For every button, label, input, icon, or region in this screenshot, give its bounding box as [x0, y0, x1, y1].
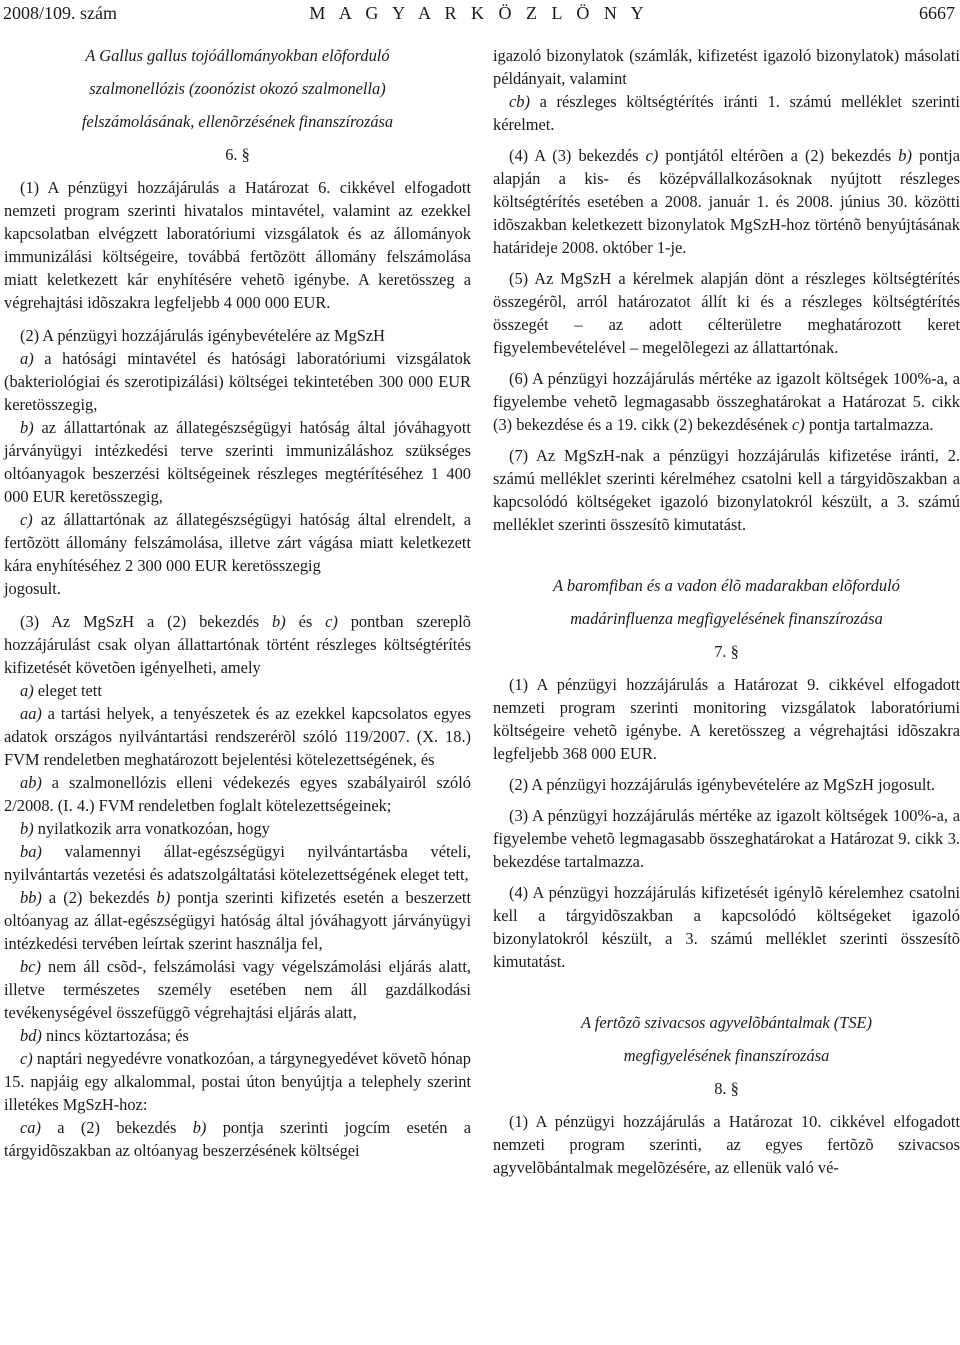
- title-line: madárinfluenza megfigyelésének finanszírozása: [570, 609, 883, 628]
- point-bb: bb) a (2) bekezdés b) pontja szerinti kifizetés esetén a beszerzett oltóanyag az állat-egészségügyi hatóság által jóváhagyott járványügyi intézkedési tervében leírtak szerint használja fel,: [4, 888, 472, 953]
- point-bd: bd) nincs köztartozása; és: [20, 1026, 189, 1045]
- paragraph-4: (4) A (3) bekezdés c) pontjától eltérõen a (2) bekezdés b) pontja alapján a kis- és középvállalkozásoknak nyújtott részleges költségtérítés esetében a 2008. január 1. és 2008. június 30. közötti idõszakban keletkezett bizonylatok MgSzH-hoz történõ benyújtásának határideje 2008. október 1-je.: [493, 146, 960, 257]
- paragraph-5: (5) Az MgSzH a kérelmek alapján dönt a részleges költségtérítés összegérõl, arról határozatot állít ki és a részleges költségtérítés összegét – az adott célterületre meghatározott keret figyelembevételével – megelõlegezi az állattartónak.: [493, 269, 960, 357]
- title-line: A fertõzõ szivacsos agyvelõbántalmak (TSE): [580, 1013, 873, 1032]
- paragraph-6: (6) A pénzügyi hozzájárulás mértéke az igazolt költségek 100%-a, a figyelembe vehetõ legmagasabb összeghatárokat a Határozat 5. cikk (3) bekezdése és a 19. cikk (2) bekezdésének c) pontja tartalmazza.: [493, 369, 960, 434]
- point-ab: ab) a szalmonellózis elleni védekezés egyes szabályairól szóló 2/2008. (I. 4.) FVM rendeletben foglalt kötelezettségeinek;: [4, 773, 471, 815]
- point-bc: bc) nem áll csõd-, felszámolási vagy végelszámolási eljárás alatt, illetve természetes személy esetében nem áll gazdálkodási tevékenységével összefüggõ végrehajtási eljárás alatt,: [4, 957, 471, 1022]
- section-title-tse: [493, 1011, 960, 1067]
- s8-paragraph-1: (1) A pénzügyi hozzájárulás a Határozat 10. cikkével elfogadott nemzeti program szerinti, az egyes fertõzõ szivacsos agyvelõbántalmak megelõzésére, az ellenük való vé-: [493, 1112, 960, 1177]
- page-header: [3, 0, 955, 26]
- section-title-salmonella: [4, 44, 471, 133]
- point-a: [4, 347, 471, 416]
- point-label: c): [20, 510, 33, 529]
- point-b: b) nyilatkozik arra vonatkozóan, hogy: [20, 819, 270, 838]
- s7-paragraph-3: (3) A pénzügyi hozzájárulás mértéke az igazolt költségek 100%-a, a figyelembe vehetõ legmagasabb összeghatárokat a Határozat 9. cikk 3. bekezdése tartalmazza.: [493, 806, 960, 871]
- paragraph-3: (3) Az MgSzH a (2) bekezdés b) és c) pontban szereplõ hozzájárulást csak olyan állattartónak történt részleges költségtérítés kifizetését követõen igényelheti, amely: [4, 612, 471, 677]
- point-ba: ba) valamennyi állat-egészségügyi nyilvántartásba vételi, nyilvántartás vezetési és adatszolgáltatási kötelezettségének eleget tett,: [4, 842, 471, 884]
- paragraph-2-end: jogosult.: [4, 579, 61, 598]
- section-title-avian-influenza: [493, 574, 960, 630]
- section-number: 7. §: [714, 642, 739, 661]
- point-c: [4, 508, 471, 577]
- point-a: a) eleget tett: [20, 681, 102, 700]
- point-label: b): [20, 418, 34, 437]
- title-line: megfigyelésének finanszírozása: [623, 1046, 830, 1065]
- page-number: 6667: [919, 3, 955, 23]
- title-line: szalmonellózis (zoonózist okozó szalmonella): [89, 79, 386, 98]
- point-b: [4, 416, 471, 508]
- s7-paragraph-1: (1) A pénzügyi hozzájárulás a Határozat 9. cikkével elfogadott nemzeti program szerinti monitoring vizsgálatok laboratóriumi költségeire vehetõ igénybe. A keretösszeg a végrehajtási idõszakra legfeljebb 368 000 EUR.: [493, 675, 960, 763]
- point-c: c) naptári negyedévre vonatkozóan, a tárgynegyedévet követõ hónap 15. napjáig egy alkalommal, postai úton benyújtja a telephely szerint illetékes MgSzH-hoz:: [4, 1049, 471, 1114]
- issue-number: 2008/109. szám: [3, 3, 117, 23]
- title-line: A baromfiban és a vadon élõ madarakban elõforduló: [553, 576, 900, 595]
- s7-paragraph-4: (4) A pénzügyi hozzájárulás kifizetését igénylõ kérelemhez csatolni kell a tárgyidõszakban a kapcsolódó költségeket igazoló bizonylatokról készült, a 3. számú melléklet szerinti összesítõ kimutatást.: [493, 883, 960, 971]
- point-text: a hatósági mintavétel és hatósági laboratóriumi vizsgálatok (bakteriológiai és szerotipizálási) költségei tekintetében 300 000 EUR keretösszegig,: [4, 349, 471, 414]
- continued-text: igazoló bizonylatok (számlák, kifizetést igazoló bizonylatok) másolati példányait, valamint: [493, 46, 960, 88]
- journal-title: M A G Y A R K Ö Z L Ö N Y: [309, 3, 649, 23]
- point-label: a): [20, 349, 34, 368]
- title-line: A Gallus gallus tojóállományokban elõforduló: [85, 46, 390, 65]
- point-text: az állattartónak az állategészségügyi hatóság által jóváhagyott járványügyi intézkedési terve szerinti immunizáláshoz szükséges oltóanyagok beszerzési költségeinek részleges megtérítéséhez 1 400 000 EUR keretösszegig,: [4, 418, 471, 506]
- point-text: az állattartónak az állategészségügyi hatóság által elrendelt, a fertõzött állomány felszámolása, illetve zárt vágása miatt keletkezett kára enyhítéséhez 2 300 000 EUR keretösszegig: [4, 510, 471, 575]
- point-aa: aa) a tartási helyek, a tenyészetek és az ezekkel kapcsolatos egyes adatok országos nyilvántartási rendszerérõl szóló 119/2007. (X. 18.) FVM rendeletben meghatározott bejelentési kötelezettségének, és: [4, 704, 471, 769]
- s7-paragraph-2: (2) A pénzügyi hozzájárulás igénybevételére az MgSzH jogosult.: [509, 775, 936, 794]
- section-number: 8. §: [714, 1079, 739, 1098]
- title-line: felszámolásának, ellenõrzésének finanszírozása: [81, 112, 394, 131]
- section-number: 6. §: [225, 145, 250, 164]
- paragraph-2: (2) A pénzügyi hozzájárulás igénybevételére az MgSzH: [20, 326, 386, 345]
- right-column: [493, 44, 960, 1179]
- left-column: [4, 44, 471, 1162]
- paragraph-7: (7) Az MgSzH-nak a pénzügyi hozzájárulás kifizetése iránti, 2. számú melléklet szerinti kérelméhez csatolni kell a tárgyidõszakban a kapcsolódó költségeket igazoló bizonylatokról készült, a 3. számú melléklet szerinti összesítõ kimutatást.: [493, 446, 960, 534]
- paragraph-1: (1) A pénzügyi hozzájárulás a Határozat 6. cikkével elfogadott nemzeti program szerinti hivatalos mintavétel, valamint az ezekkel kapcsolatban elvégzett laboratóriumi vizsgálatok és az állományok immunizálási költségeire, továbbá fertõzött állomány felszámolása miatt keletkezett kár enyhítésére vehetõ igénybe. A keretösszeg a végrehajtási idõszakra legfeljebb 4 000 000 EUR.: [4, 178, 471, 312]
- point-ca: ca) a (2) bekezdés b) pontja szerinti jogcím esetén a tárgyidõszakban az oltóanyag beszerzésének költségei: [4, 1118, 471, 1160]
- point-cb: cb) a részleges költségtérítés iránti 1. számú melléklet szerinti kérelmet.: [493, 92, 960, 134]
